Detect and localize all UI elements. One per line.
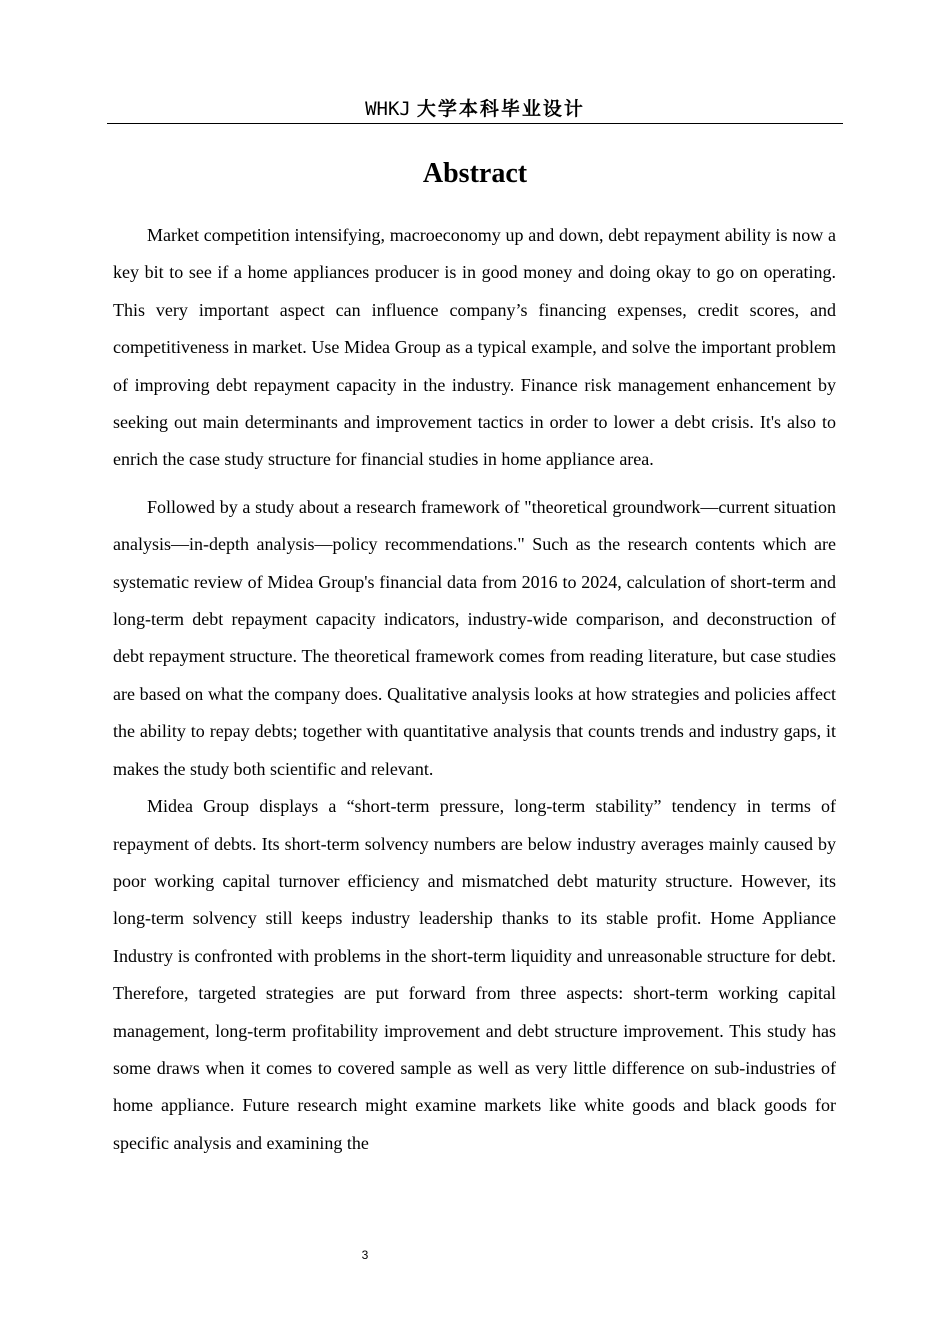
abstract-paragraph-2: Followed by a study about a research framework of "theoretical groundwork—current situation analysis—in-depth analysis—policy recommendations." Such as the research contents which are systematic review of Midea Group's financial data from 2016 to 2024, calculation of short-term and long-term debt repayment capacity indicators, industry-wide comparison, and deconstruction of debt repayment structure. The theoretical framework comes from reading literature, but case studies are based on what the company does. Qualitative analysis looks at how strategies and policies affect the ability to repay debts; together with quantitative analysis that counts trends and industry gaps, it makes the study both scientific and relevant. — [113, 496, 836, 779]
header-code: WHKJ — [365, 98, 411, 120]
page-number: 3 — [361, 1248, 369, 1262]
abstract-body — [113, 217, 836, 1162]
abstract-paragraph-1: Market competition intensifying, macroeconomy up and down, debt repayment ability is now a key bit to see if a home appliances producer is in good money and doing okay to go on operating. This very important aspect can influence company’s financing expenses, credit scores, and competitiveness in market. Use Midea Group as a typical example, and solve the important problem of improving debt repayment capacity in the industry. Finance risk management enhancement by seeking out main determinants and improvement tactics in order to lower a debt crisis. It's also to enrich the case study structure for financial studies in home appliance area. — [113, 225, 836, 470]
abstract-paragraph-3: Midea Group displays a “short-term pressure, long-term stability” tendency in terms of repayment of debts. Its short-term solvency numbers are below industry averages mainly caused by poor working capital turnover efficiency and mismatched debt maturity structure. However, its long-term solvency still keeps industry leadership thanks to its stable profit. Home Appliance Industry is confronted with problems in the short-term liquidity and unreasonable structure for debt. Therefore, targeted strategies are put forward from three aspects: short-term working capital management, long-term profitability improvement and debt structure improvement. This study has some draws when it comes to covered sample as well as very little difference on sub-industries of home appliance. Future research might examine markets like white goods and black goods for specific analysis and examining the — [113, 796, 836, 1153]
running-header — [107, 96, 843, 122]
header-divider — [107, 123, 843, 124]
abstract-title: Abstract — [422, 158, 528, 189]
header-university: 大学本科毕业设计 — [416, 98, 585, 120]
